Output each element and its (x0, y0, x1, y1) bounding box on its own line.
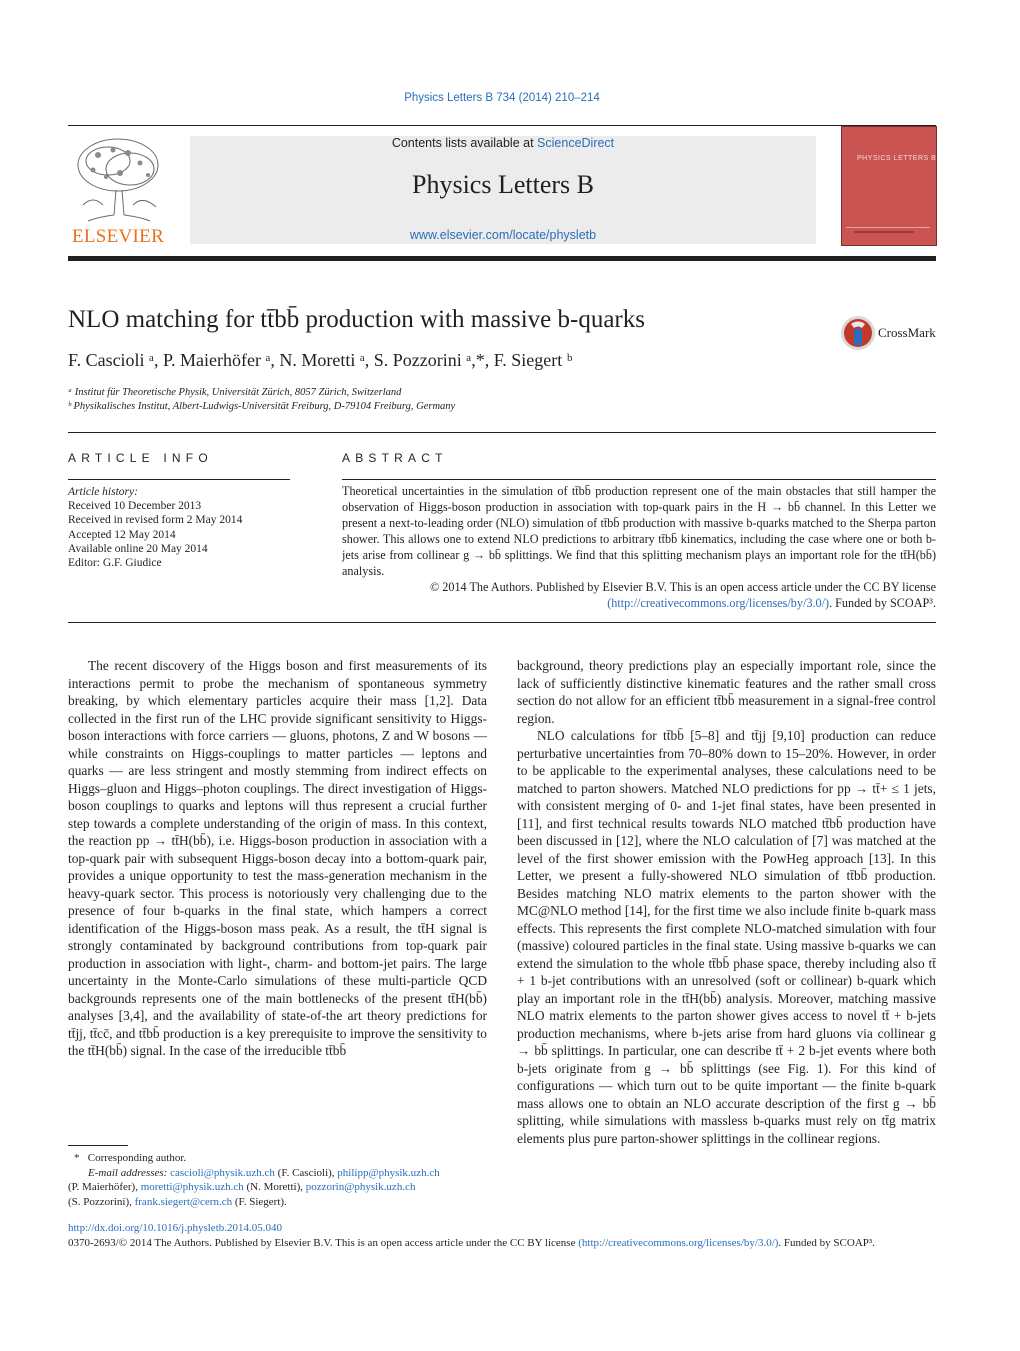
bottom-matter (68, 1221, 936, 1250)
abstract-heading: ABSTRACT (342, 451, 448, 465)
history-online: Available online 20 May 2014 (68, 542, 208, 555)
email-line-3 (68, 1195, 488, 1210)
bottom-funded: . Funded by SCOAP³. (778, 1236, 875, 1249)
doi-link[interactable]: http://dx.doi.org/10.1016/j.physletb.2014.05.040 (68, 1222, 282, 1234)
abstract-license-link[interactable]: (http://creativecommons.org/licenses/by/3.0/) (607, 596, 830, 610)
journal-url-link[interactable]: www.elsevier.com/locate/physletb (409, 228, 597, 242)
article-info-rule (68, 479, 290, 480)
journal-title: Physics Letters B (412, 170, 594, 199)
email-link-philipp[interactable]: philipp@physik.uzh.ch (337, 1166, 440, 1179)
history-accepted: Accepted 12 May 2014 (68, 528, 176, 541)
bottom-license-link[interactable]: (http://creativecommons.org/licenses/by/3.0/) (578, 1236, 779, 1249)
elsevier-wordmark: ELSEVIER (71, 226, 165, 247)
email-name-pozzorini: (S. Pozzorini), (68, 1195, 132, 1208)
issn-text: 0370-2693/© 2014 The Authors. Published by Elsevier B.V. This is an open access article under the CC BY license (68, 1236, 576, 1249)
journal-header (190, 136, 816, 244)
email-label: E-mail addresses: (88, 1166, 168, 1179)
author-list: F. Cascioli ᵃ, P. Maierhöfer ᵃ, N. Moretti ᵃ, S. Pozzorini ᵃ,*, F. Siegert ᵇ (68, 350, 573, 370)
crossmark-icon (840, 314, 876, 352)
intro-paragraph-1-cont: background, theory predictions play an especially important role, since the lack of sufficiently distinctive kinematic features and the rather small cross section do not allow for an efficient tt̄bb̄ measurement in a signal-free control region. (517, 658, 936, 726)
email-name-moretti: (N. Moretti), (246, 1181, 303, 1194)
info-top-rule (68, 432, 936, 433)
abstract-text: Theoretical uncertainties in the simulation of tt̄bb̄ production represent one of the main obstacles that still hamper the observation of Higgs-boson production in association with top-quark pairs in the H → bb̄ channel. In this Letter we present a next-to-leading order (NLO) simulation of tt̄bb̄ production with massive b-quarks matched to the Sherpa parton shower. This allows one to extend NLO predictions to arbitrary tt̄bb̄ kinematics, including the case where one or both b-jets arise from collinear g → bb̄ splittings. We find that this splitting mechanism plays an important role for the tt̄H(bb̄) analysis. (342, 484, 936, 578)
abstract-copyright (342, 579, 936, 611)
body-right-column (517, 657, 936, 1147)
body-left-column (68, 657, 487, 1060)
affiliation-a: ᵃ Institut für Theoretische Physik, Universität Zürich, 8057 Zürich, Switzerland (68, 387, 402, 398)
crossmark-badge[interactable] (840, 314, 940, 354)
email-name-cascioli: (F. Cascioli), (277, 1166, 335, 1179)
journal-cover (841, 126, 937, 246)
email-line-2 (68, 1180, 488, 1195)
corresponding-note (68, 1151, 488, 1166)
abstract (342, 483, 936, 611)
contents-line (190, 136, 816, 150)
history-received: Received 10 December 2013 (68, 500, 202, 513)
email-name-siegert: (F. Siegert). (234, 1195, 287, 1208)
sciencedirect-link[interactable]: ScienceDirect (537, 136, 615, 150)
email-link-pozzorini[interactable]: pozzorin@physik.uzh.ch (305, 1181, 416, 1194)
header-top-rule (68, 125, 936, 126)
history-editor: Editor: G.F. Giudice (68, 557, 162, 570)
article-history (68, 485, 290, 570)
journal-reference[interactable]: Physics Letters B 734 (2014) 210–214 (404, 92, 600, 104)
abstract-bottom-rule (68, 622, 936, 623)
email-link-moretti[interactable]: moretti@physik.uzh.ch (140, 1181, 244, 1194)
footnote (68, 1151, 488, 1209)
header-thick-rule (68, 256, 936, 261)
contents-prefix: Contents lists available at (391, 136, 534, 150)
email-link-siegert[interactable]: frank.siegert@cern.ch (134, 1195, 233, 1208)
issn-line (68, 1236, 936, 1251)
cover-title: PHYSICS LETTERS B (857, 155, 937, 162)
history-label: Article history: (68, 486, 138, 498)
crossmark-label: CrossMark (878, 325, 936, 340)
intro-paragraph-2: NLO calculations for tt̄bb̄ [5–8] and tt̄jj [9,10] production can reduce perturbative uncertainties from 70–80% down to 15–20%. However, in order to be applicable to the experimental analyses, these calculations need to be matched to parton showers. Matched NLO predictions for pp → tt̄+ ≤ 1 jets, with consistent merging of 0- and 1-jet final states, have been presented in [11], and first technical results towards NLO matched tt̄bb̄ production have been discussed in [12], where the NLO calculation of [7] was matched at the level of the first shower emission with the PowHeg approach [13]. In this Letter, we present a fully-showered NLO simulation of tt̄bb̄ production. Besides matching NLO matrix elements to the parton shower with the MC@NLO method [14], for the first time we also include finite b-quark mass effects. This represents the first complete NLO-matched simulation with four (massive) coloured particles in the final state. Using massive b-quarks we can extend the simulation to the whole tt̄bb̄ phase space, thereby including also tt̄ + 1 b-jet contributions with an unresolved (soft or collinear) b-quark which play an important role in the tt̄H(bb̄) analysis. Moreover, matching massive NLO matrix elements to the parton shower gives access to novel tt̄ + b-jets production mechanisms, where b-jets arise from hard gluons via collinear g → bb̄ splittings. In particular, one can describe tt̄ + 2 b-jet events where both b-jets originate from g → bb̄ splittings (see Fig. 1). For this kind of configurations — which turn out to be quite important — the finite b-quark mass allows one to obtain an NLO accurate description of the first g → bb̄ splitting, while simulations with massless b-quarks must rely on tt̄g matrix elements plus pure parton-shower splittings in the collinear regions. (517, 728, 936, 1146)
article-title: NLO matching for tt̄bb̄ production with massive b-quarks (68, 306, 645, 333)
abstract-copyright-text: © 2014 The Authors. Published by Elsevier B.V. This is an open access article under the CC BY license (429, 580, 936, 594)
history-revised: Received in revised form 2 May 2014 (68, 514, 243, 527)
corresponding-label: Corresponding author. (87, 1152, 187, 1164)
intro-paragraph-1: The recent discovery of the Higgs boson and first measurements of its interactions permit to probe the mechanism of spontaneous symmetry breaking, by which elementary particles acquire their mass [1,2]. Data collected in the first run of the LHC provide significant sensitivity to Higgs-boson interactions with force carriers — gluons, photons, Z and W bosons — while constraints on Higgs-couplings to matter particles — leptons and quarks — are less stringent and mostly stemming from indirect effects on Higgs–gluon and Higgs–photon couplings. The direct investigation of Higgs-boson couplings to quarks and leptons will thus represent a crucial further step towards a complete understanding of the origin of mass. In this context, the reaction pp → tt̄H(bb̄), i.e. Higgs-boson production in association with a top-quark pair with subsequent Higgs-boson decay into a bottom-quark pair, provides a unique opportunity to test the mass-generation mechanism in the heavy-quark sector. This process is notoriously very challenging due to the presence of four b-quarks in the final state, which hampers a correct identification of the Higgs-boson mass peak. As a result, the tt̄H signal is strongly contaminated by background contributions from top-quark pair production in association with light-, charm- and bottom-jet pairs. The large uncertainty in the Monte-Carlo simulations of these multi-particle QCD backgrounds represents one of the main bottlenecks of the present tt̄H(bb̄) analyses [3,4], and the availability of state-of-the art theory predictions for tt̄jj, tt̄cc̄, and tt̄bb̄ production is a key prerequisite to improve the sensitivity to the tt̄H(bb̄) signal. In the case of the irreducible tt̄bb̄ (68, 658, 487, 1058)
abstract-funded: . Funded by SCOAP³. (829, 596, 936, 610)
email-line-1 (68, 1166, 488, 1181)
corresponding-star-icon: * (74, 1152, 80, 1164)
footnote-rule (68, 1145, 128, 1146)
article-info-heading: ARTICLE INFO (68, 451, 213, 465)
email-link-cascioli[interactable]: cascioli@physik.uzh.ch (170, 1166, 275, 1179)
abstract-rule (342, 479, 936, 480)
email-name-maierhoefer: (P. Maierhöfer), (68, 1181, 138, 1194)
affiliation-b: ᵇ Physikalisches Institut, Albert-Ludwigs-Universität Freiburg, D-79104 Freiburg, Germany (68, 401, 456, 412)
elsevier-logo (68, 135, 168, 247)
